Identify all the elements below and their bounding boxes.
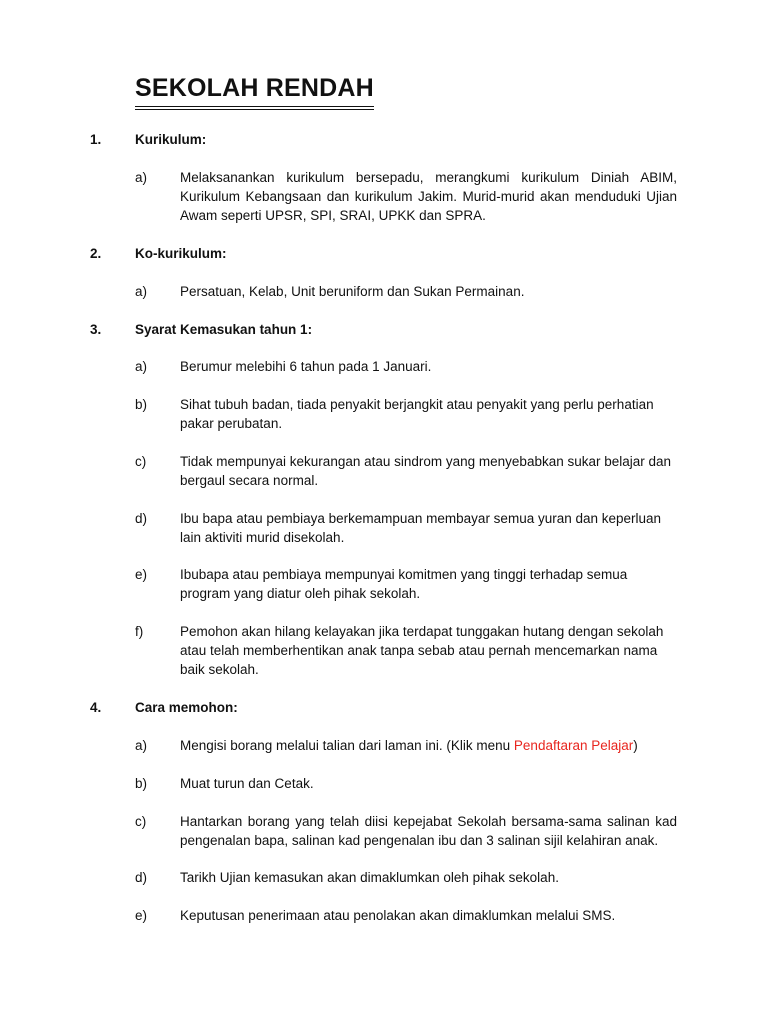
section-number: 1. [90, 132, 102, 147]
item-text: Ibubapa atau pembiaya mempunyai komitmen yang tinggi terhadap semua program yang diatur oleh pihak sekolah. [180, 567, 628, 601]
item-letter: d) [135, 870, 148, 885]
item-letter: e) [135, 908, 148, 923]
section-heading-cara-memohon: Cara memohon: [135, 700, 238, 715]
item-text: Berumur melebihi 6 tahun pada 1 Januari. [180, 359, 432, 374]
item-text: Tidak mempunyai kekurangan atau sindrom yang menyebabkan sukar belajar dan bergaul secara normal. [180, 454, 672, 488]
item-text: Persatuan, Kelab, Unit beruniform dan Sukan Permainan. [180, 284, 525, 299]
item-text-before: Mengisi borang melalui talian dari laman ini. (Klik menu [180, 738, 514, 753]
item-text: Melaksanankan kurikulum bersepadu, merangkumi kurikulum Diniah ABIM, Kurikulum Kebangsaan dan kurikulum Jakim. Murid-murid akan menduduki Ujian Awam seperti UPSR, SPI, SRAI, UPKK dan SPRA. [180, 170, 677, 223]
item-letter: f) [135, 624, 144, 639]
item-text: Tarikh Ujian kemasukan akan dimaklumkan oleh pihak sekolah. [180, 870, 559, 885]
section-number: 4. [90, 700, 102, 715]
item-letter: b) [135, 776, 148, 791]
item-letter: a) [135, 359, 148, 374]
item-text: Keputusan penerimaan atau penolakan akan dimaklumkan melalui SMS. [180, 908, 616, 923]
pendaftaran-pelajar-link[interactable]: Pendaftaran Pelajar [513, 738, 634, 753]
item-letter: b) [135, 397, 148, 412]
item-letter: a) [135, 170, 148, 185]
item-text: Muat turun dan Cetak. [180, 776, 314, 791]
section-heading-kurikulum: Kurikulum: [135, 132, 207, 147]
section-heading-syarat-kemasukan: Syarat Kemasukan tahun 1: [135, 322, 313, 337]
item-text: Sihat tubuh badan, tiada penyakit berjangkit atau penyakit yang perlu perhatian pakar perubatan. [180, 397, 654, 431]
item-letter: a) [135, 738, 148, 753]
item-text-after: ) [633, 738, 638, 753]
item-text: Pemohon akan hilang kelayakan jika terdapat tunggakan hutang dengan sekolah atau telah memberhentikan anak tanpa sebab atau pernah mencemarkan nama baik sekolah. [180, 624, 664, 677]
section-number: 2. [90, 246, 102, 261]
item-text [180, 736, 677, 755]
item-text: Ibu bapa atau pembiaya berkemampuan membayar semua yuran dan keperluan lain aktiviti murid disekolah. [180, 511, 662, 545]
section-number: 3. [90, 322, 102, 337]
item-letter: a) [135, 284, 148, 299]
section-heading-ko-kurikulum: Ko-kurikulum: [135, 246, 227, 261]
item-letter: c) [135, 814, 147, 829]
item-text: Hantarkan borang yang telah diisi kepejabat Sekolah bersama-sama salinan kad pengenalan bapa, salinan kad pengenalan ibu dan 3 salinan sijil kelahiran anak. [180, 814, 677, 848]
page-title: SEKOLAH RENDAH [135, 72, 374, 110]
item-letter: e) [135, 567, 148, 582]
item-letter: d) [135, 511, 148, 526]
item-letter: c) [135, 454, 147, 469]
